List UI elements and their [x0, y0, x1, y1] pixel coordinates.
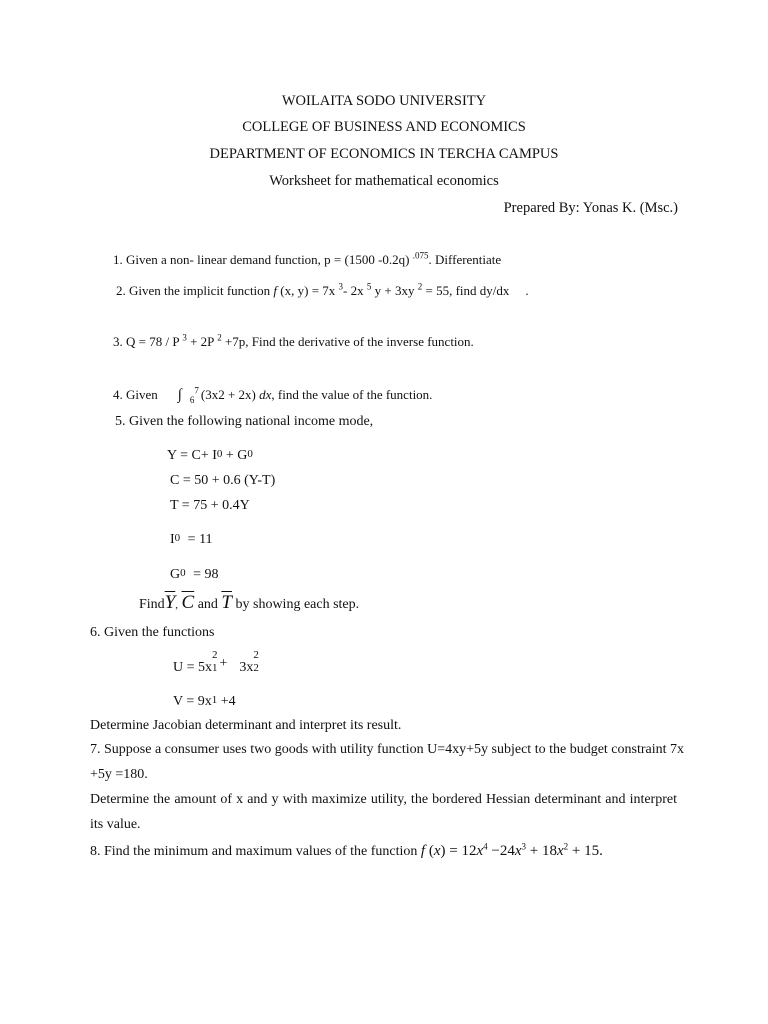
q2-exp-3: 2: [417, 281, 423, 292]
q3-text-b: + 2P: [186, 334, 218, 349]
q7-line-3: Determine the amount of x and y with maximize utility, the bordered Hessian determinant and interpret: [90, 792, 677, 807]
q5-equation-y: [167, 448, 253, 464]
q5-eq4-b: = 11: [184, 532, 213, 547]
c-bar: $\overline{C}$: [181, 592, 195, 613]
q2-text-c: - 2x: [343, 283, 367, 298]
question-1: [113, 252, 501, 268]
q5-eq5-sub: 0: [180, 567, 186, 579]
q8-text-c: ) = 12: [440, 843, 477, 859]
q5-equation-g: [170, 567, 219, 583]
q2-f: f: [273, 283, 278, 298]
prepared-by: Prepared By: Yonas K. (Msc.): [503, 200, 678, 216]
q8-x2: x: [476, 843, 484, 859]
q4-text-c: , find the value of the function.: [271, 387, 433, 402]
q1-text-a: 1. Given a non- linear demand function, p = (1500 -0.2q): [113, 252, 413, 267]
q5-intro: 5. Given the following national income mode,: [115, 414, 374, 429]
q8-f: f: [420, 843, 426, 859]
question-4: [113, 387, 432, 404]
q6-v-a: V = 9x: [173, 694, 212, 709]
q5-find: Find: [139, 597, 165, 612]
q2-text-b: (x, y) = 7x: [277, 283, 339, 298]
q8-text-f: + 15.: [568, 843, 603, 859]
q4-dx: dx: [259, 387, 272, 402]
q6-u-sup2: 2: [253, 649, 259, 661]
q4-text-a: 4. Given: [113, 387, 158, 402]
q7-line-4: its value.: [90, 817, 141, 832]
q3-exp-1: 3: [182, 332, 187, 343]
q8-exp-1: 4: [483, 841, 488, 852]
q5-eq5-a: G: [170, 567, 181, 582]
q5-eq1-a: Y = C+ I: [167, 448, 217, 463]
question-8: [90, 843, 603, 860]
q8-text-e: + 18: [526, 843, 557, 859]
q8-exp-2: 3: [521, 841, 527, 852]
department-name: DEPARTMENT OF ECONOMICS IN TERCHA CAMPUS: [209, 146, 559, 162]
q6-u-sub2: 2: [253, 662, 259, 674]
q5-comma: ,: [175, 599, 179, 611]
q2-text-a: 2. Given the implicit function: [116, 283, 274, 298]
q8-x3: x: [514, 843, 522, 859]
question-2: [116, 283, 529, 299]
q5-eq4-a: I: [170, 532, 175, 547]
q7-line-1: 7. Suppose a consumer uses two goods with utility function U=4xy+5y subject to the budget constraint 7x: [90, 742, 685, 757]
t-bar: $\overline{T}$: [221, 592, 232, 613]
q5-and: and: [194, 597, 222, 612]
question-3: [113, 334, 474, 350]
q6-function-u: [173, 649, 259, 676]
q5-eq1-sub1: 0: [216, 448, 223, 460]
q7-line-2: +5y =180.: [90, 767, 148, 782]
q6-u-sub: 1: [212, 662, 218, 674]
q2-text-d: y + 3xy: [371, 283, 418, 298]
q2-exp-2: 5: [366, 281, 372, 292]
integral-sign: ∫: [177, 387, 182, 403]
q8-x4: x: [557, 843, 564, 859]
q6-intro: 6. Given the functions: [90, 625, 215, 640]
q6-v-sub: 1: [211, 694, 218, 706]
q6-u-b: 3x: [239, 660, 254, 675]
q5-eq1-b: + G: [222, 448, 248, 463]
q8-text-d: −24: [487, 843, 515, 859]
q1-text-b: . Differentiate: [428, 252, 502, 267]
q6-function-v: [173, 694, 236, 710]
q8-x1: x: [433, 843, 441, 859]
integral-lower-limit: 6: [189, 394, 195, 405]
q2-exp-1: 3: [338, 281, 344, 292]
q5-eq5-b: = 98: [189, 567, 219, 582]
q5-eq1-sub2: 0: [247, 448, 253, 460]
q6-u-a: U = 5x: [173, 660, 213, 675]
q5-equation-c: C = 50 + 0.6 (Y-T): [170, 473, 276, 488]
q4-text-b: (3x2 + 2x): [200, 387, 260, 402]
q8-text-a: 8. Find the minimum and maximum values of the function: [90, 844, 421, 859]
q5-find-line: [139, 592, 359, 614]
q3-text-c: +7p, Find the derivative of the inverse function.: [221, 334, 474, 349]
q6-v-b: +4: [217, 694, 236, 709]
worksheet-title: Worksheet for mathematical economics: [269, 173, 499, 189]
q5-eq4-sub: 0: [174, 532, 181, 544]
q6-u-plus: +: [219, 656, 228, 671]
q1-exponent: .075: [412, 250, 429, 261]
q2-text-e: = 55, find dy/dx: [422, 283, 510, 298]
q5-equation-i: [170, 532, 213, 548]
q2-dot: .: [525, 283, 529, 298]
q5-tail: by showing each step.: [232, 597, 360, 612]
q6-u-sup: 2: [212, 649, 218, 661]
integral-upper-limit: 7: [194, 385, 199, 396]
college-name: COLLEGE OF BUSINESS AND ECONOMICS: [242, 119, 526, 135]
q3-exp-2: 2: [217, 332, 222, 343]
q6-task: Determine Jacobian determinant and interpret its result.: [90, 718, 402, 733]
q5-equation-t: T = 75 + 0.4Y: [170, 498, 250, 513]
university-name: WOILAITA SODO UNIVERSITY: [281, 93, 487, 109]
q3-text-a: 3. Q = 78 / P: [113, 334, 183, 349]
y-bar: $\overline{Y}$: [164, 592, 176, 613]
q8-text-b: (: [425, 843, 434, 859]
q8-exp-3: 2: [563, 841, 569, 852]
